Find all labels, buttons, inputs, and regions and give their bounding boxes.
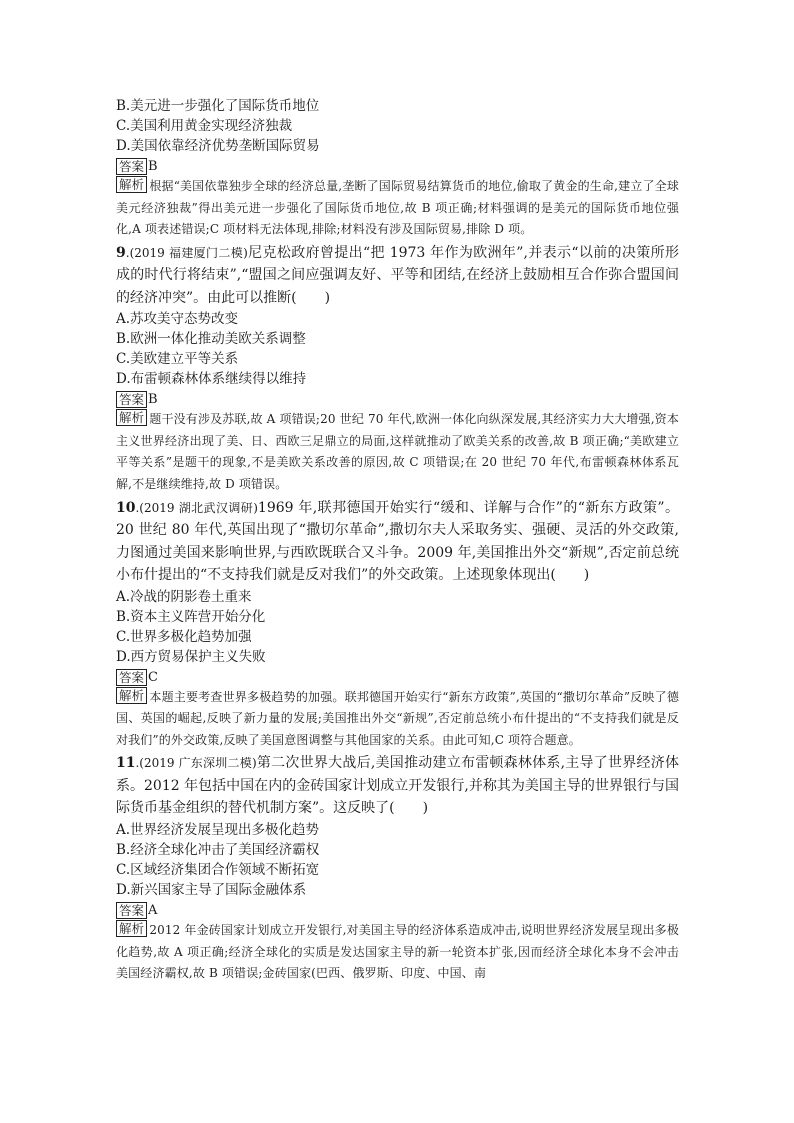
explanation-text: 根据“美国依靠独步全球的经济总量,垄断了国际贸易结算货币的地位,偷取了黄金的生命,建立了全球美元经济独裁”得出美元进一步强化了国际货币地位,故 B 项正确;材料强调的是美元的国际货币地位强化,A 项表述错误;C 项材料无法体现,排除;材料没有涉及国际贸易,排除 D 项。 bbox=[116, 179, 679, 237]
option-8c: C.美国利用黄金实现经济独裁 bbox=[116, 118, 293, 134]
answer-value: A bbox=[148, 902, 158, 918]
question-text: 尼克松政府曾提出“把 1973 年作为欧洲年”,并表示“以前的决策所形成的时代行将结束”,“盟国之间应强调友好、平等和团结,在经济上鼓励相互合作弥合盟国间的经济冲突”。由此可以推断( ) bbox=[116, 244, 679, 306]
question-8-continued bbox=[116, 96, 679, 241]
explain-tag: 解析 bbox=[116, 920, 147, 937]
answer-tag: 答案 bbox=[116, 669, 147, 686]
option-11d: D.新兴国家主导了国际金融体系 bbox=[116, 881, 307, 898]
question-stem bbox=[116, 242, 679, 310]
option-11c: C.区域经济集团合作领域不断拓宽 bbox=[116, 861, 320, 878]
explain-tag: 解析 bbox=[116, 176, 147, 193]
document-page bbox=[116, 96, 679, 985]
question-stem bbox=[116, 752, 679, 820]
explanation-text: 题干没有涉及苏联,故 A 项错误;20 世纪 70 年代,欧洲一体化向纵深发展,其经济实力大大增强,资本主义世界经济出现了美、日、西欧三足鼎立的局面,这样就推动了欧美关系的改善,故 B 项正确;“美欧建立平等关系”是题干的现象,不是美欧关系改善的原因,故 C 项错误;在 20 世纪 70 年代,布雷顿森林体系瓦解,不是继续维持,故 D 项错误。 bbox=[116, 412, 679, 492]
answer-value: B bbox=[148, 392, 158, 408]
question-text: 第二次世界大战后,美国推动建立布雷顿森林体系,主导了世界经济体系。2012 年包括中国在内的金砖国家计划成立开发银行,并称其为美国主导的世界银行与国际货币基金组织的替代机制方案”。这反映了( ) bbox=[116, 755, 679, 817]
option-10d: D.西方贸易保护主义失败 bbox=[116, 648, 266, 665]
answer-9 bbox=[116, 390, 679, 409]
explanation-text: 2012 年金砖国家计划成立开发银行,对美国主导的经济体系造成冲击,说明世界经济发展呈现出多极化趋势,故 A 项正确;经济全球化的实质是发达国家主导的新一轮资本扩张,因而经济全球化本身不会冲击美国经济霸权,故 B 项错误;金砖国家(巴西、俄罗斯、印度、中国、南 bbox=[116, 922, 679, 981]
question-number: 11 bbox=[116, 755, 136, 772]
question-source: .(2019 福建厦门二模) bbox=[125, 245, 248, 260]
answer-tag: 答案 bbox=[116, 902, 147, 919]
answer-value: C bbox=[148, 669, 158, 685]
option-10c: C.世界多极化趋势加强 bbox=[116, 628, 252, 645]
option-9a: A.苏攻美守态势改变 bbox=[116, 311, 239, 328]
question-11 bbox=[116, 752, 679, 984]
question-source: .(2019 广东深圳二模) bbox=[135, 756, 257, 771]
question-stem bbox=[116, 497, 679, 587]
option-9d: D.布雷顿森林体系继续得以维持 bbox=[116, 371, 307, 388]
option-8d: D.美国依靠经济优势垄断国际贸易 bbox=[116, 138, 320, 154]
question-10 bbox=[116, 497, 679, 752]
question-9 bbox=[116, 242, 679, 496]
answer-10 bbox=[116, 668, 679, 687]
option-10b: B.资本主义阵营开始分化 bbox=[116, 608, 266, 625]
option-8b: B.美元进一步强化了国际货币地位 bbox=[116, 98, 320, 114]
explain-tag: 解析 bbox=[116, 687, 147, 704]
answer-11 bbox=[116, 901, 679, 920]
option-9c: C.美欧建立平等关系 bbox=[116, 351, 239, 368]
option-10a: A.冷战的阴影卷土重来 bbox=[116, 588, 252, 605]
explain-tag: 解析 bbox=[116, 409, 147, 426]
question-text: 1969 年,联邦德国开始实行“缓和、详解与合作”的“新东方政策”。20 世纪 80 年代,英国出现了“撒切尔革命”,撒切尔夫人采取务实、强硬、灵活的外交政策,力图通过美国来影响世界,与西欧既联合又斗争。2009 年,美国推出外交“新规”,否定前总统小布什提出的“不支持我们就是反对我们”的外交政策。上述现象体现出( ) bbox=[116, 499, 679, 584]
explanation-9 bbox=[116, 409, 679, 495]
explanation-8 bbox=[116, 176, 679, 241]
question-number: 10 bbox=[116, 499, 136, 516]
answer-value: B bbox=[148, 159, 158, 174]
explanation-10 bbox=[116, 687, 679, 752]
answer-tag: 答案 bbox=[116, 158, 147, 175]
explanation-11 bbox=[116, 920, 679, 985]
question-number: 9 bbox=[116, 244, 126, 261]
option-11b: B.经济全球化冲击了美国经济霸权 bbox=[116, 841, 320, 858]
answer-tag: 答案 bbox=[116, 391, 147, 408]
option-11a: A.世界经济发展呈现出多极化趋势 bbox=[116, 821, 320, 838]
option-9b: B.欧洲一体化推动美欧关系调整 bbox=[116, 331, 306, 348]
answer-8 bbox=[116, 157, 679, 176]
explanation-text: 本题主要考查世界多极趋势的加强。联邦德国开始实行“新东方政策”,英国的“撒切尔革命”反映了德国、英国的崛起,反映了新力量的发展;美国推出外交“新规”,否定前总统小布什提出的“不支持我们就是反对我们”的外交政策,反映了美国意图调整与其他国家的关系。由此可知,C 项符合题意。 bbox=[116, 689, 679, 747]
question-source: .(2019 湖北武汉调研) bbox=[135, 500, 258, 515]
